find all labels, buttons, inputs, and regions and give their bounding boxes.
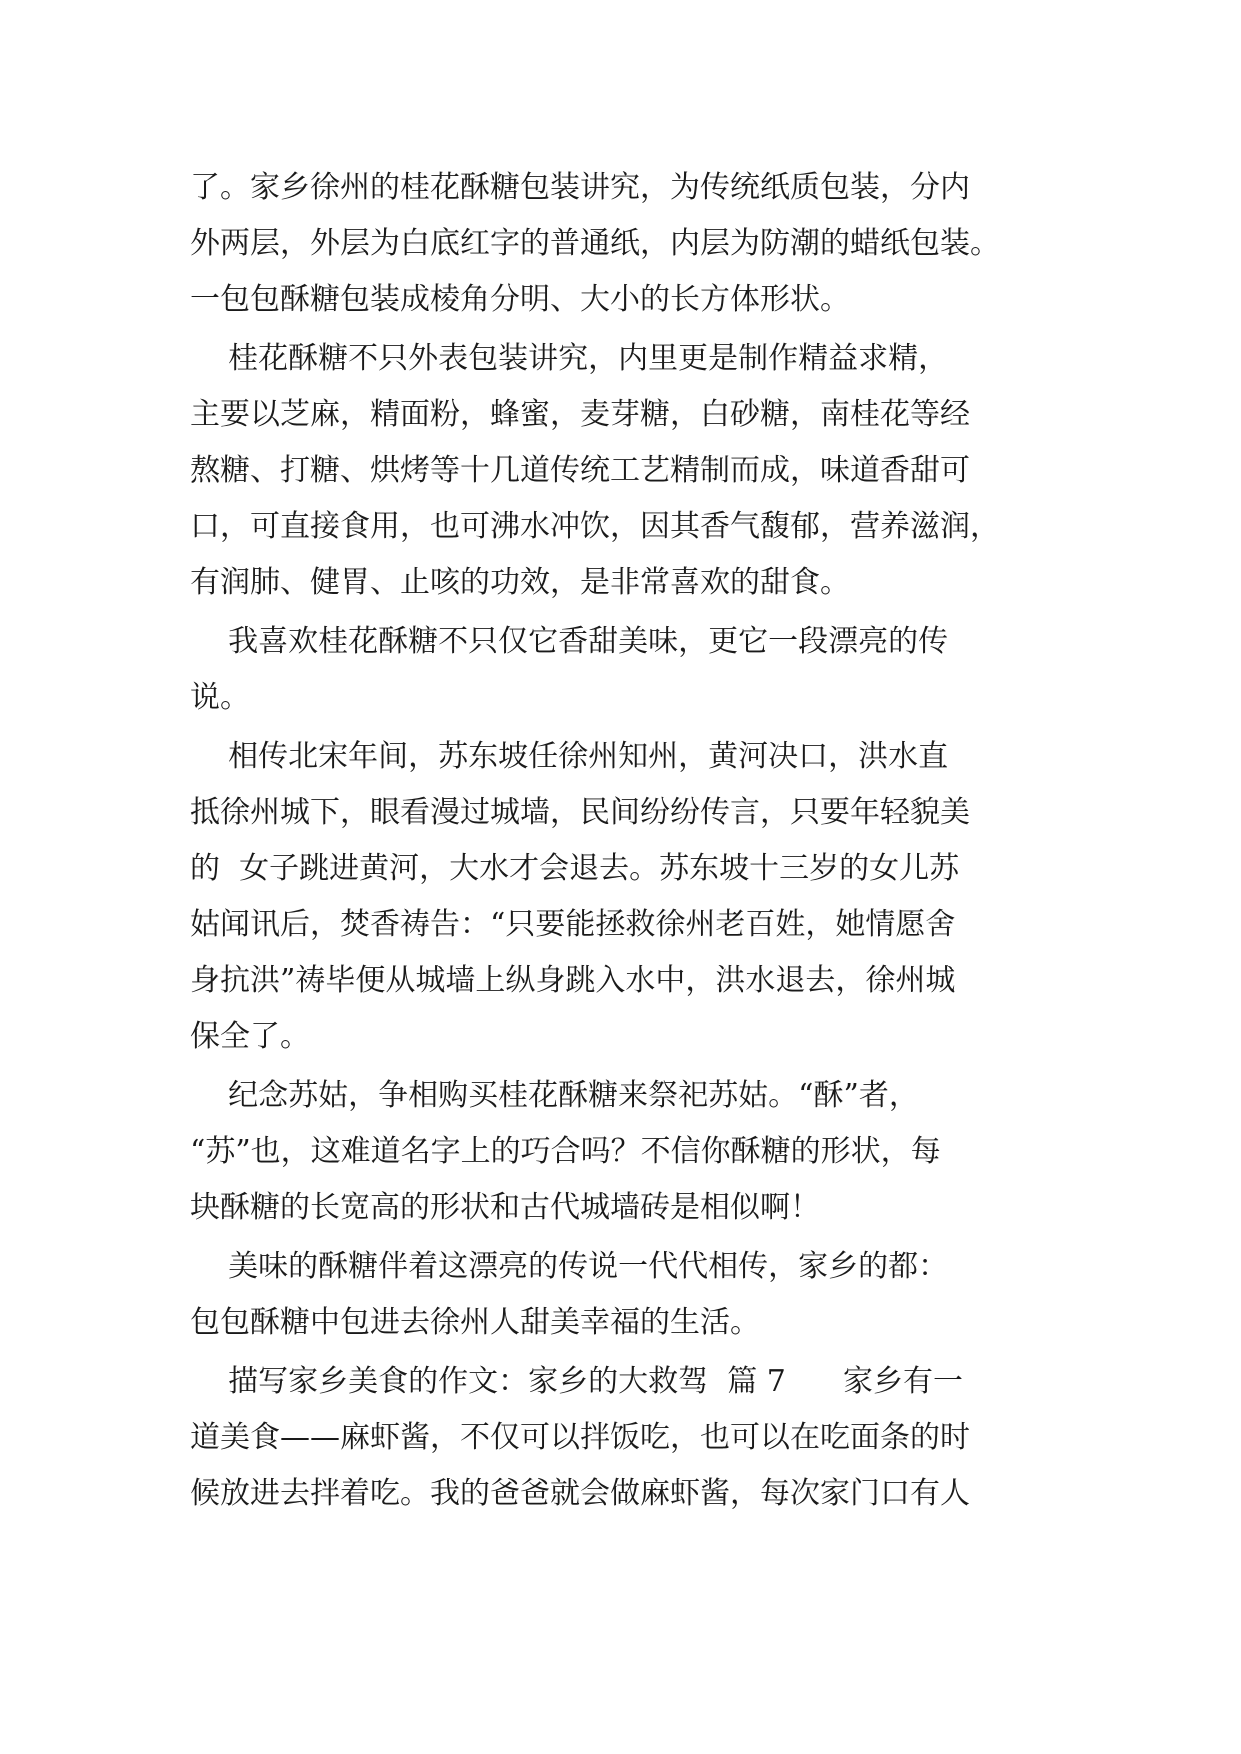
text-line: 我喜欢桂花酥糖不只仅它香甜美味，更它一段漂亮的传 (190, 624, 949, 659)
paragraph (190, 331, 1050, 611)
text-line: 相传北宋年间，苏东坡任徐州知州，黄河决口，洪水直 (190, 739, 949, 774)
text-line: 保全了。 (190, 1019, 310, 1054)
text-line: 桂花酥糖不只外表包装讲究，内里更是制作精益求精， (190, 341, 949, 376)
text-line: 描写家乡美食的作文：家乡的大救驾 篇 7 家乡有一 (190, 1364, 964, 1399)
text-line: 了。家乡徐州的桂花酥糖包装讲究，为传统纸质包装，分内 (190, 170, 970, 205)
text-line: “苏”也，这难道名字上的巧合吗？不信你酥糖的形状，每 (190, 1134, 941, 1169)
text-line: 外两层，外层为白底红字的普通纸，内层为防潮的蜡纸包装。 (190, 226, 1000, 261)
text-line: 道美食——麻虾酱，不仅可以拌饭吃，也可以在吃面条的时 (190, 1420, 970, 1455)
document-body (190, 160, 1050, 1522)
paragraph (190, 614, 1050, 726)
text-line: 美味的酥糖伴着这漂亮的传说一代代相传，家乡的都： (190, 1249, 949, 1284)
text-line: 熬糖、打糖、烘烤等十几道传统工艺精制而成，味道香甜可 (190, 453, 970, 488)
text-line: 口，可直接食用，也可沸水冲饮，因其香气馥郁，营养滋润， (190, 509, 1000, 544)
text-line: 包包酥糖中包进去徐州人甜美幸福的生活。 (190, 1305, 760, 1340)
paragraph (190, 160, 1050, 328)
paragraph (190, 1354, 1050, 1522)
text-line: 抵徐州城下，眼看漫过城墙，民间纷纷传言，只要年轻貌美 (190, 795, 970, 830)
text-line: 说。 (190, 680, 250, 715)
text-line: 身抗洪”祷毕便从城墙上纵身跳入水中，洪水退去，徐州城 (190, 963, 956, 998)
text-line: 候放进去拌着吃。我的爸爸就会做麻虾酱，每次家门口有人 (190, 1476, 970, 1511)
paragraph (190, 1068, 1050, 1236)
paragraph (190, 729, 1050, 1065)
text-line: 块酥糖的长宽高的形状和古代城墙砖是相似啊！ (190, 1190, 820, 1225)
text-line: 纪念苏姑，争相购买桂花酥糖来祭祀苏姑。“酥”者， (190, 1078, 919, 1113)
text-line: 一包包酥糖包装成棱角分明、大小的长方体形状。 (190, 282, 850, 317)
text-line: 有润肺、健胃、止咳的功效，是非常喜欢的甜食。 (190, 565, 850, 600)
text-line: 主要以芝麻，精面粉，蜂蜜，麦芽糖，白砂糖，南桂花等经 (190, 397, 970, 432)
text-line: 姑闻讯后，焚香祷告：“只要能拯救徐州老百姓，她情愿舍 (190, 907, 956, 942)
text-line: 的 女子跳进黄河，大水才会退去。苏东坡十三岁的女儿苏 (190, 851, 960, 886)
paragraph (190, 1239, 1050, 1351)
